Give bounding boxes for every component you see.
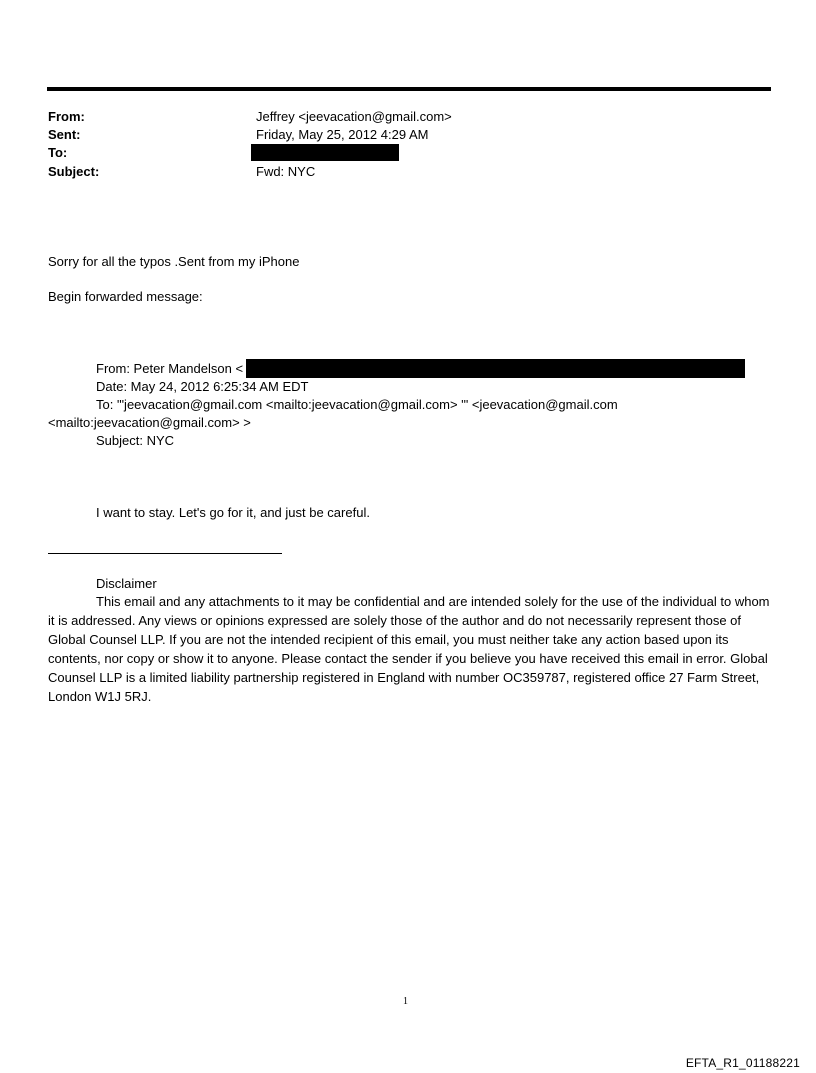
fwd-from: From: Peter Mandelson < xyxy=(96,361,244,376)
disclaimer-title: Disclaimer xyxy=(96,576,157,591)
fwd-message: I want to stay. Let's go for it, and just be careful. xyxy=(96,505,370,520)
fwd-to-line1: To: "'jeevacation@gmail.com <mailto:jeevacation@gmail.com> '" <jeevacation@gmail.com xyxy=(96,397,618,412)
fwd-date: Date: May 24, 2012 6:25:34 AM EDT xyxy=(96,379,309,394)
header-rule xyxy=(47,87,771,91)
redaction-to xyxy=(251,144,399,161)
from-label: From: xyxy=(48,109,85,124)
subject-label: Subject: xyxy=(48,164,100,179)
disclaimer-text: This email and any attachments to it may be confidential and are intended solely for the use of the individual to whom it is addressed. Any views or opinions expressed are solely those of the author and do not necessarily represent those of Global Counsel LLP. If you are not the intended recipient of this email, you must neither take any action based upon its contents, nor copy or show it to anyone. Please contact the sender if you believe you have received this email in error. Global Counsel LLP is a limited liability partnership registered in England with number OC359787, registered office 27 Farm Street, London W1J 5RJ. xyxy=(48,594,770,704)
from-value: Jeffrey <jeevacation@gmail.com> xyxy=(256,109,452,124)
sent-label: Sent: xyxy=(48,127,81,142)
subject-value: Fwd: NYC xyxy=(256,164,316,179)
disclaimer-rule xyxy=(48,553,282,554)
to-label: To: xyxy=(48,145,68,160)
redaction-fwd-from xyxy=(246,359,745,378)
page-number: 1 xyxy=(403,996,408,1007)
body-line-typos: Sorry for all the typos .Sent from my iPhone xyxy=(48,254,300,269)
document-id: EFTA_R1_01188221 xyxy=(685,1056,800,1070)
sent-value: Friday, May 25, 2012 4:29 AM xyxy=(256,127,429,142)
body-line-forwarded: Begin forwarded message: xyxy=(48,289,203,304)
fwd-to-line2: <mailto:jeevacation@gmail.com> > xyxy=(48,415,251,430)
fwd-subject: Subject: NYC xyxy=(96,433,175,448)
